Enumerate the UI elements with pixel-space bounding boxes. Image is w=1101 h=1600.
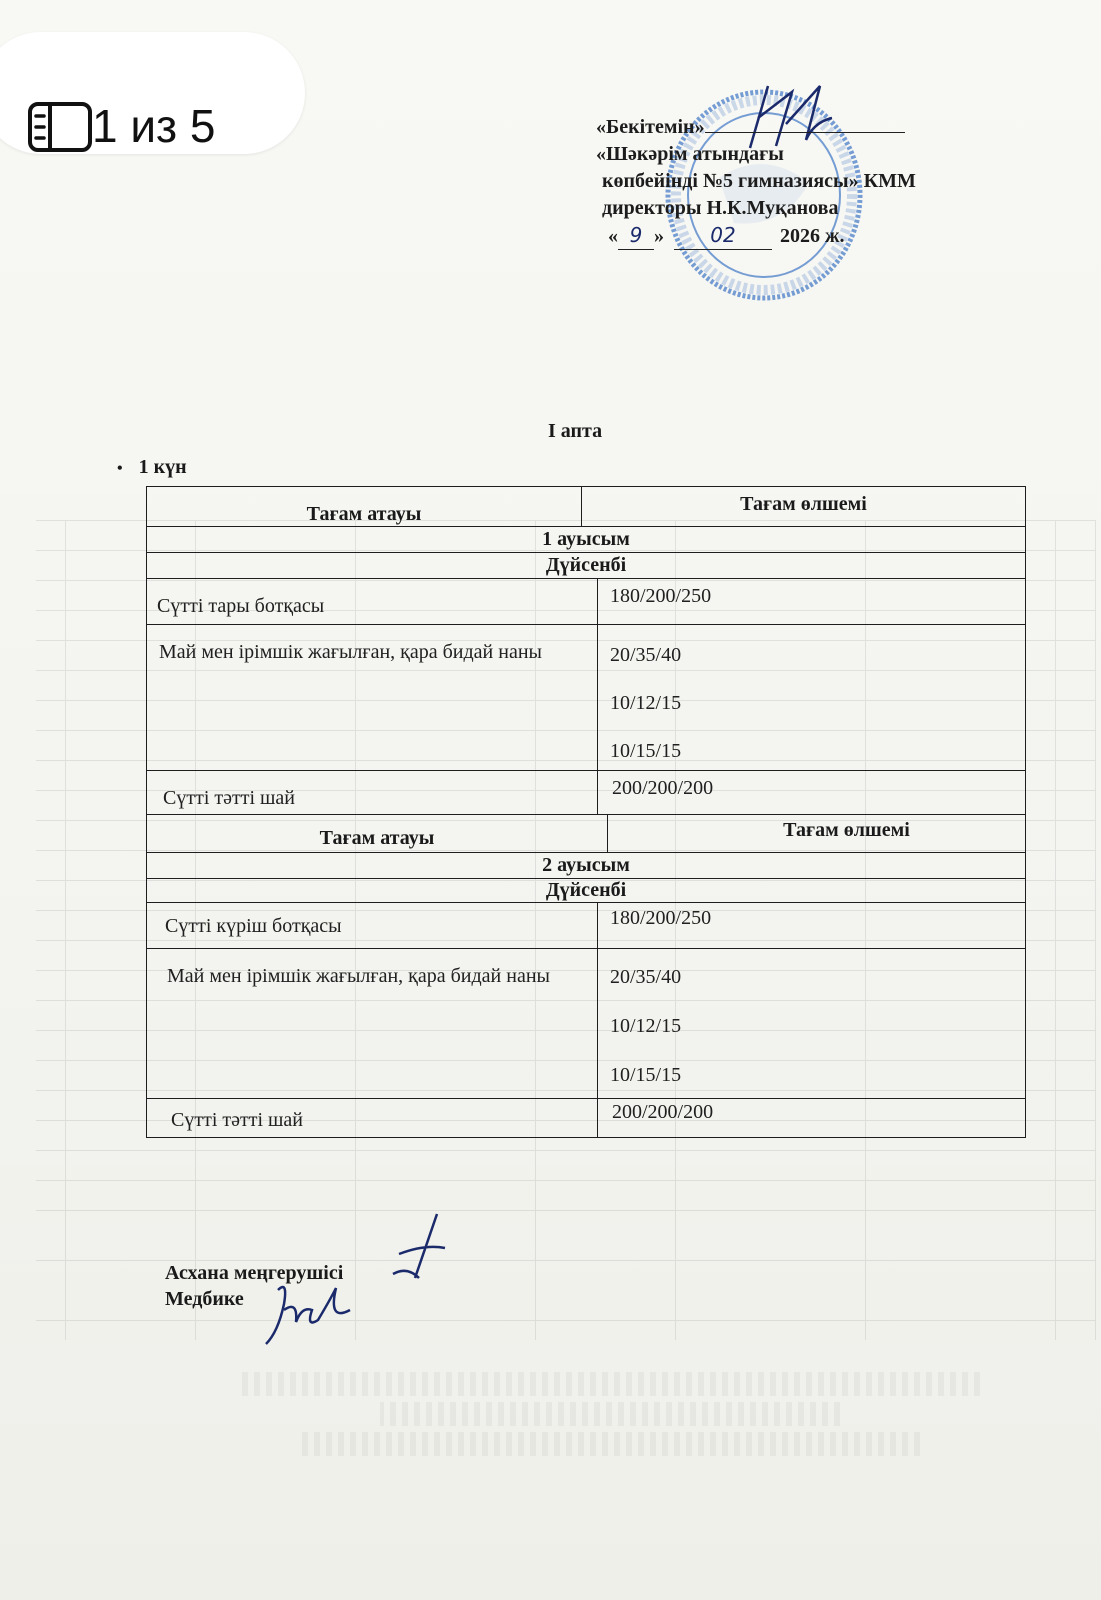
document-pages-icon <box>28 102 92 157</box>
date-month: 02 <box>674 222 772 250</box>
dish-size: 20/35/40 10/12/15 10/15/15 <box>597 949 1025 1098</box>
week-title: I апта <box>548 420 603 442</box>
dish-size: 180/200/250 <box>597 579 1025 624</box>
dish-size: 200/200/200 <box>597 1099 1025 1137</box>
nurse-signature <box>258 1270 358 1365</box>
dish-size: 20/35/40 10/12/15 10/15/15 <box>597 625 1025 770</box>
table-row <box>146 1098 1026 1138</box>
dish-size: 200/200/200 <box>597 771 1025 814</box>
column-header-size: Тағам өлшемі <box>581 487 1025 526</box>
dish-name: Сүтті тәтті шай <box>171 1109 304 1131</box>
dish-size: 180/200/250 <box>597 903 1025 948</box>
day-label: • 1 күн <box>117 456 187 478</box>
shift-title: 2 ауысым <box>146 852 1026 878</box>
table-header-row <box>146 814 1026 852</box>
dish-name: Сүтті күріш ботқасы <box>165 915 342 937</box>
column-header-name: Тағам атауы <box>319 827 435 849</box>
menu-table <box>146 486 1026 1138</box>
dish-name: Сүтті тары ботқасы <box>157 595 325 617</box>
table-row <box>146 770 1026 814</box>
dish-name: Май мен ірімшік жағылған, қара бидай наны <box>159 641 542 663</box>
column-header-size: Тағам өлшемі <box>607 815 1025 852</box>
kitchen-head-signature <box>385 1208 455 1293</box>
approval-title: «Бекітемін» <box>596 116 705 138</box>
table-row <box>146 624 1026 770</box>
table-row <box>146 948 1026 1098</box>
page-indicator[interactable] <box>0 32 305 154</box>
approval-date: « 9 » 02 2026 ж. <box>596 222 916 250</box>
date-day: 9 <box>618 222 654 250</box>
signature-line <box>705 132 905 133</box>
dish-name: Май мен ірімшік жағылған, қара бидай наны <box>167 965 550 987</box>
approval-school-line2: көпбейінді №5 гимназиясы» КММ <box>602 170 916 192</box>
weekday-title: Дүйсенбі <box>146 552 1026 578</box>
approval-school-line: «Шәкәрім атындағы <box>596 143 784 165</box>
nurse-label: Медбике <box>165 1288 244 1310</box>
table-row <box>146 578 1026 624</box>
table-header-row <box>146 486 1026 526</box>
reverse-side-text <box>180 1372 1040 1462</box>
column-header-name: Тағам атауы <box>306 503 422 525</box>
table-row <box>146 902 1026 948</box>
dish-name: Сүтті тәтті шай <box>163 787 296 809</box>
shift-title: 1 ауысым <box>146 526 1026 552</box>
kitchen-head-label: Асхана меңгерушісі <box>165 1262 344 1284</box>
approval-director: директоры Н.К.Муқанова <box>602 197 839 219</box>
page-counter: 1 из 5 <box>92 100 216 152</box>
date-year: 2026 ж. <box>780 225 845 247</box>
approval-block <box>596 114 916 250</box>
weekday-title: Дүйсенбі <box>146 878 1026 902</box>
